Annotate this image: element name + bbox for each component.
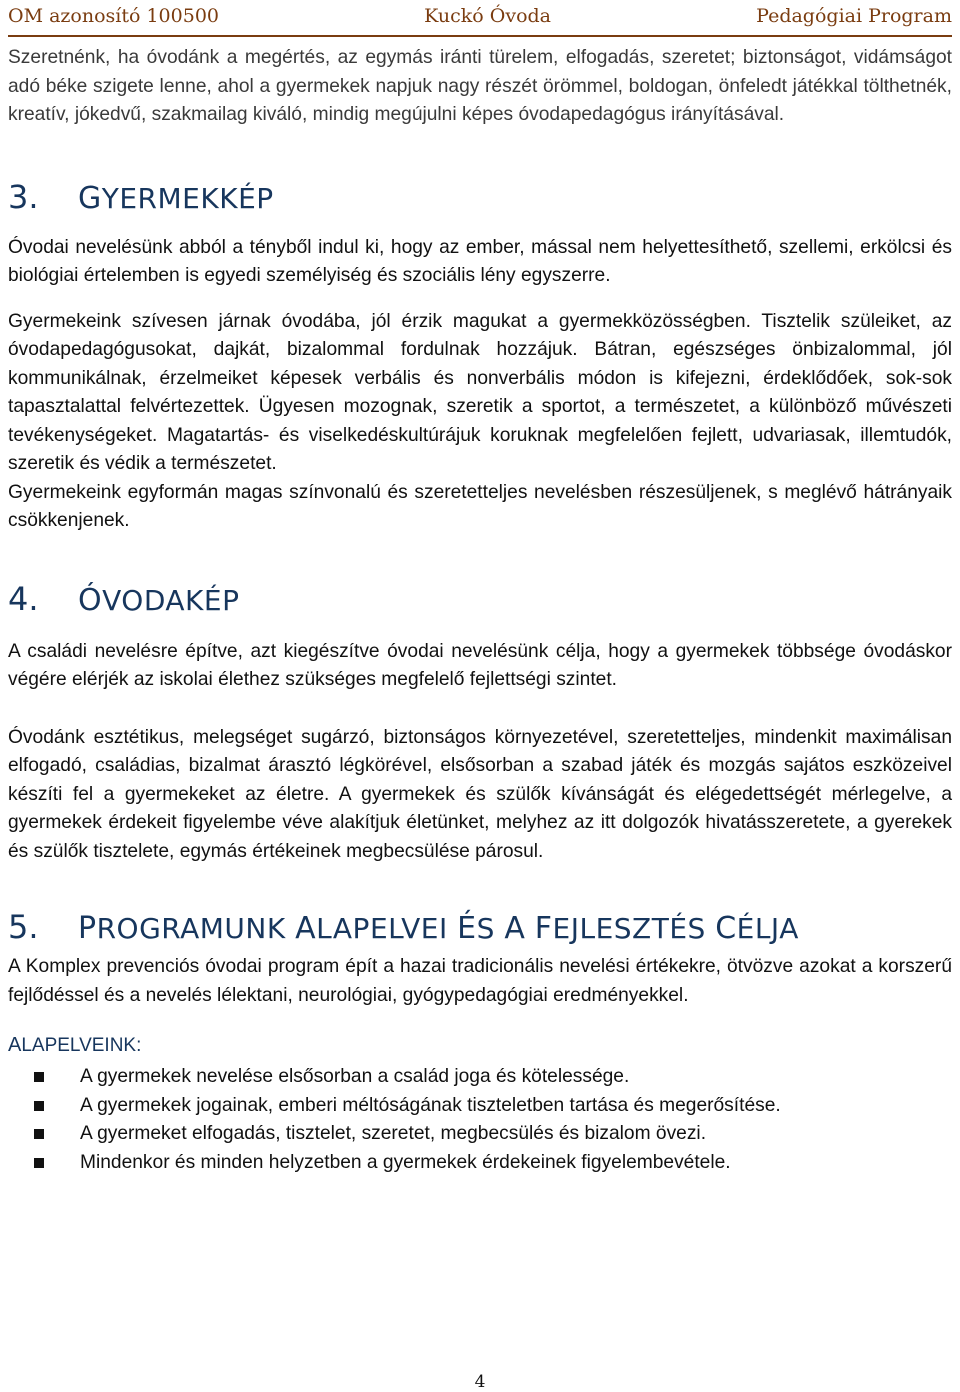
section-5-title-part: ROGRAMUNK — [96, 912, 296, 945]
principles-list — [8, 1063, 952, 1177]
section-5-title-part: ÉLJA — [736, 912, 799, 945]
section-4-paragraph-1: A családi nevelésre építve, azt kiegészítve óvodai nevelésünk célja, hogy a gyermekek többsége óvodáskor végére elérjék az iskolai élethez szükséges megfelelő fejlettségi szintet. — [8, 640, 952, 690]
section-5-title-part: A — [295, 911, 317, 946]
section-4-heading — [8, 580, 952, 618]
section-4-title-rest: VODAKÉP — [102, 583, 240, 617]
list-item-text: A gyermekek jogainak, emberi méltóságának tiszteletben tartása és megerősítése. — [80, 1094, 781, 1116]
section-5-title-part: EJLESZTÉS — [552, 912, 716, 945]
principles-subheading — [8, 1034, 952, 1057]
section-5-heading — [8, 908, 952, 946]
section-5-title-part: S — [476, 912, 505, 945]
section-4-title — [78, 583, 240, 618]
principles-subheading-initial: A — [8, 1034, 22, 1056]
section-5-paragraph-1: A Komplex prevenciós óvodai program épít a hazai tradicionális nevelési értékekre, ötvözve azokat a korszerű fejlődéssel és a nevelés lélektani, neurológiai, gyógypedagógiai eredményekkel. — [8, 956, 952, 1006]
section-3-title-rest: YERMEKKÉP — [101, 181, 274, 215]
section-4-number: 4. — [8, 579, 39, 618]
section-5-title-part: P — [78, 911, 97, 946]
square-bullet-icon — [34, 1072, 44, 1082]
section-3-title-initial: G — [78, 180, 102, 216]
principles-subheading-rest: LAPELVEINK: — [21, 1035, 142, 1056]
section-4-paragraph-2: Óvodánk esztétikus, melegséget sugárzó, biztonságos környezetével, szeretetteljes, mindenkit maximálisan elfogadó, családias, bizalmat árasztó légkörével, elsősorban a szabad játék és mozgás sajátos eszközeivel készíti fel a gyermekeket az életre. A gyermekek és szülők kívánságát és elégedettségét mérlegelve, a gyermekek érdekeit figyelembe véve alakítjuk életünket, melyhez az itt dolgozók hivatásszeretete, a gyerekek és szülők tisztelete, egymás értékeinek megbecsülése párosul. — [8, 726, 952, 862]
section-5-title-part: F — [534, 911, 553, 946]
list-item — [8, 1092, 952, 1121]
list-item — [8, 1120, 952, 1149]
section-5-title-part: C — [715, 911, 737, 946]
list-item-text: A gyermekek nevelése elsősorban a család joga és kötelessége. — [80, 1066, 630, 1087]
section-5-title-part: A — [504, 911, 526, 946]
section-5-title-part: LAPELVEI — [316, 912, 458, 945]
section-3-paragraph-3: Gyermekeink egyformán magas színvonalú és szeretetteljes nevelésben részesüljenek, s meglévő hátrányaik csökkenjenek. — [8, 481, 952, 531]
section-5-title — [78, 911, 799, 946]
header-om-id: OM azonosító 100500 — [8, 5, 219, 27]
header-rule — [8, 35, 952, 37]
header-document-title: Pedagógiai Program — [756, 5, 952, 27]
section-3-heading — [8, 178, 952, 216]
list-item — [8, 1149, 952, 1178]
header-institution: Kuckó Óvoda — [424, 5, 552, 27]
section-5-title-part: É — [457, 911, 477, 946]
section-4-title-initial: Ó — [78, 582, 103, 618]
section-3-number: 3. — [8, 177, 39, 216]
section-5-number: 5. — [8, 908, 39, 946]
section-3-paragraph-1: Óvodai nevelésünk abból a tényből indul ki, hogy az ember, mással nem helyettesíthető, szellemi, erkölcsi és biológiai értelemben is egyedi személyiség és szociális lény egyszerre. — [8, 236, 952, 286]
page-number: 4 — [474, 1372, 486, 1392]
square-bullet-icon — [34, 1158, 44, 1168]
intro-paragraph: Szeretnénk, ha óvodánk a megértés, az egymás iránti türelem, elfogadás, szeretet; biztonságot, vidámságot adó béke szigete lenne, ahol a gyermekek napjuk nagy részét örömmel, boldogan, önfeledt játékkal tölthetnék, kreatív, jókedvű, szakmailag kiváló, mindig megújulni képes óvodapedagógus irányításával. — [8, 47, 952, 125]
section-5-title-part — [525, 912, 534, 945]
square-bullet-icon — [34, 1129, 44, 1139]
square-bullet-icon — [34, 1101, 44, 1111]
list-item — [8, 1063, 952, 1092]
section-3-title — [78, 181, 274, 216]
list-item-text: Mindenkor és minden helyzetben a gyermekek érdekeinek figyelembevétele. — [80, 1151, 731, 1173]
list-item-text: A gyermeket elfogadás, tisztelet, szeretet, megbecsülés és bizalom övezi. — [80, 1123, 707, 1144]
section-3-paragraph-2: Gyermekeink szívesen járnak óvodába, jól érzik magukat a gyermekközösségben. Tisztelik szüleiket, az óvodapedagógusokat, dajkát, bizalommal fordulnak hozzájuk. Bátran, egészséges önbizalommal, jól kommunikálnak, érzelmeiket képesek verbális és nonverbális módon is kifejezni, érdeklődőek, sok-sok tapasztalattal felvértezettek. Ügyesen mozognak, szeretik a sportot, a természetet, a különböző művészeti tevékenységeket. Magatartás- és viselkedéskultúrájuk koruknak megfelelően fejlett, udvariasak, illemtudók, szeretik és védik a természetet. — [8, 310, 952, 474]
page-header — [8, 0, 952, 31]
